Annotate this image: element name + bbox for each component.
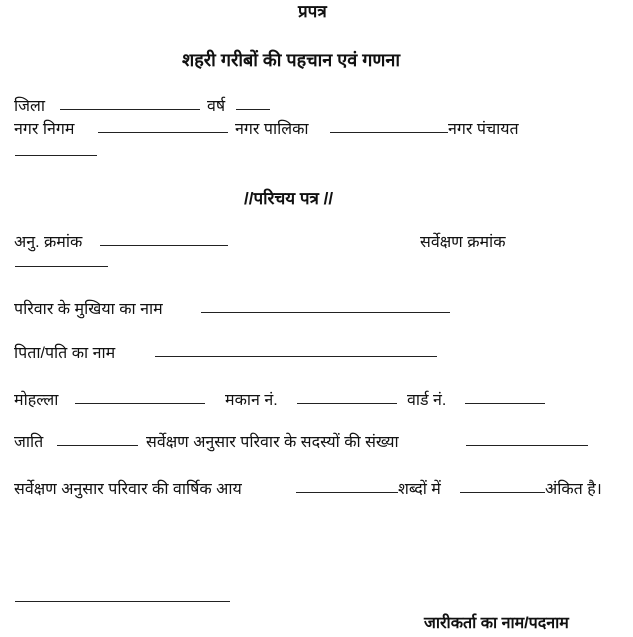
ward-no-label: वार्ड नं. [407, 392, 447, 409]
in-words-blank[interactable] [460, 492, 545, 493]
member-count-blank[interactable] [466, 445, 588, 446]
nagar-panchayat-label: नगर पंचायत [448, 121, 519, 138]
locality-blank[interactable] [75, 403, 205, 404]
head-name-label: परिवार के मुखिया का नाम [14, 301, 163, 318]
survey-no-blank[interactable] [15, 266, 108, 267]
form-label: प्रपत्र [298, 2, 327, 21]
issuer-name-designation: जारीकर्ता का नाम/पदनाम [424, 615, 569, 632]
municipality-label: नगर पालिका [235, 121, 309, 138]
head-name-blank[interactable] [201, 312, 450, 313]
house-no-label: मकान नं. [225, 392, 278, 409]
survey-no-label: सर्वेक्षण क्रमांक [420, 234, 506, 251]
municipal-corporation-label: नगर निगम [14, 121, 75, 138]
caste-blank[interactable] [57, 445, 138, 446]
district-blank[interactable] [60, 109, 200, 110]
member-count-label: सर्वेक्षण अनुसार परिवार के सदस्यों की संख्या [146, 434, 399, 451]
recorded-label: अंकित है। [545, 481, 602, 498]
house-no-blank[interactable] [297, 403, 397, 404]
serial-no-label: अनु. क्रमांक [14, 234, 83, 251]
father-husband-name-label: पिता/पति का नाम [14, 345, 116, 362]
signature-line[interactable] [15, 601, 230, 602]
annual-income-label: सर्वेक्षण अनुसार परिवार की वार्षिक आय [14, 481, 242, 498]
year-label: वर्ष [207, 98, 226, 115]
caste-label: जाति [14, 434, 44, 451]
father-husband-name-blank[interactable] [155, 356, 437, 357]
locality-label: मोहल्ला [14, 392, 59, 409]
in-words-label: शब्दों में [398, 481, 441, 498]
page-title: शहरी गरीबों की पहचान एवं गणना [182, 50, 401, 70]
year-blank[interactable] [236, 109, 270, 110]
municipal-corporation-blank[interactable] [98, 132, 228, 133]
district-label: जिला [14, 98, 46, 115]
section-title: //परिचय पत्र // [244, 189, 334, 208]
serial-no-blank[interactable] [100, 245, 228, 246]
municipality-blank[interactable] [330, 132, 448, 133]
annual-income-blank[interactable] [296, 492, 398, 493]
ward-no-blank[interactable] [465, 403, 545, 404]
nagar-panchayat-blank[interactable] [15, 155, 97, 156]
